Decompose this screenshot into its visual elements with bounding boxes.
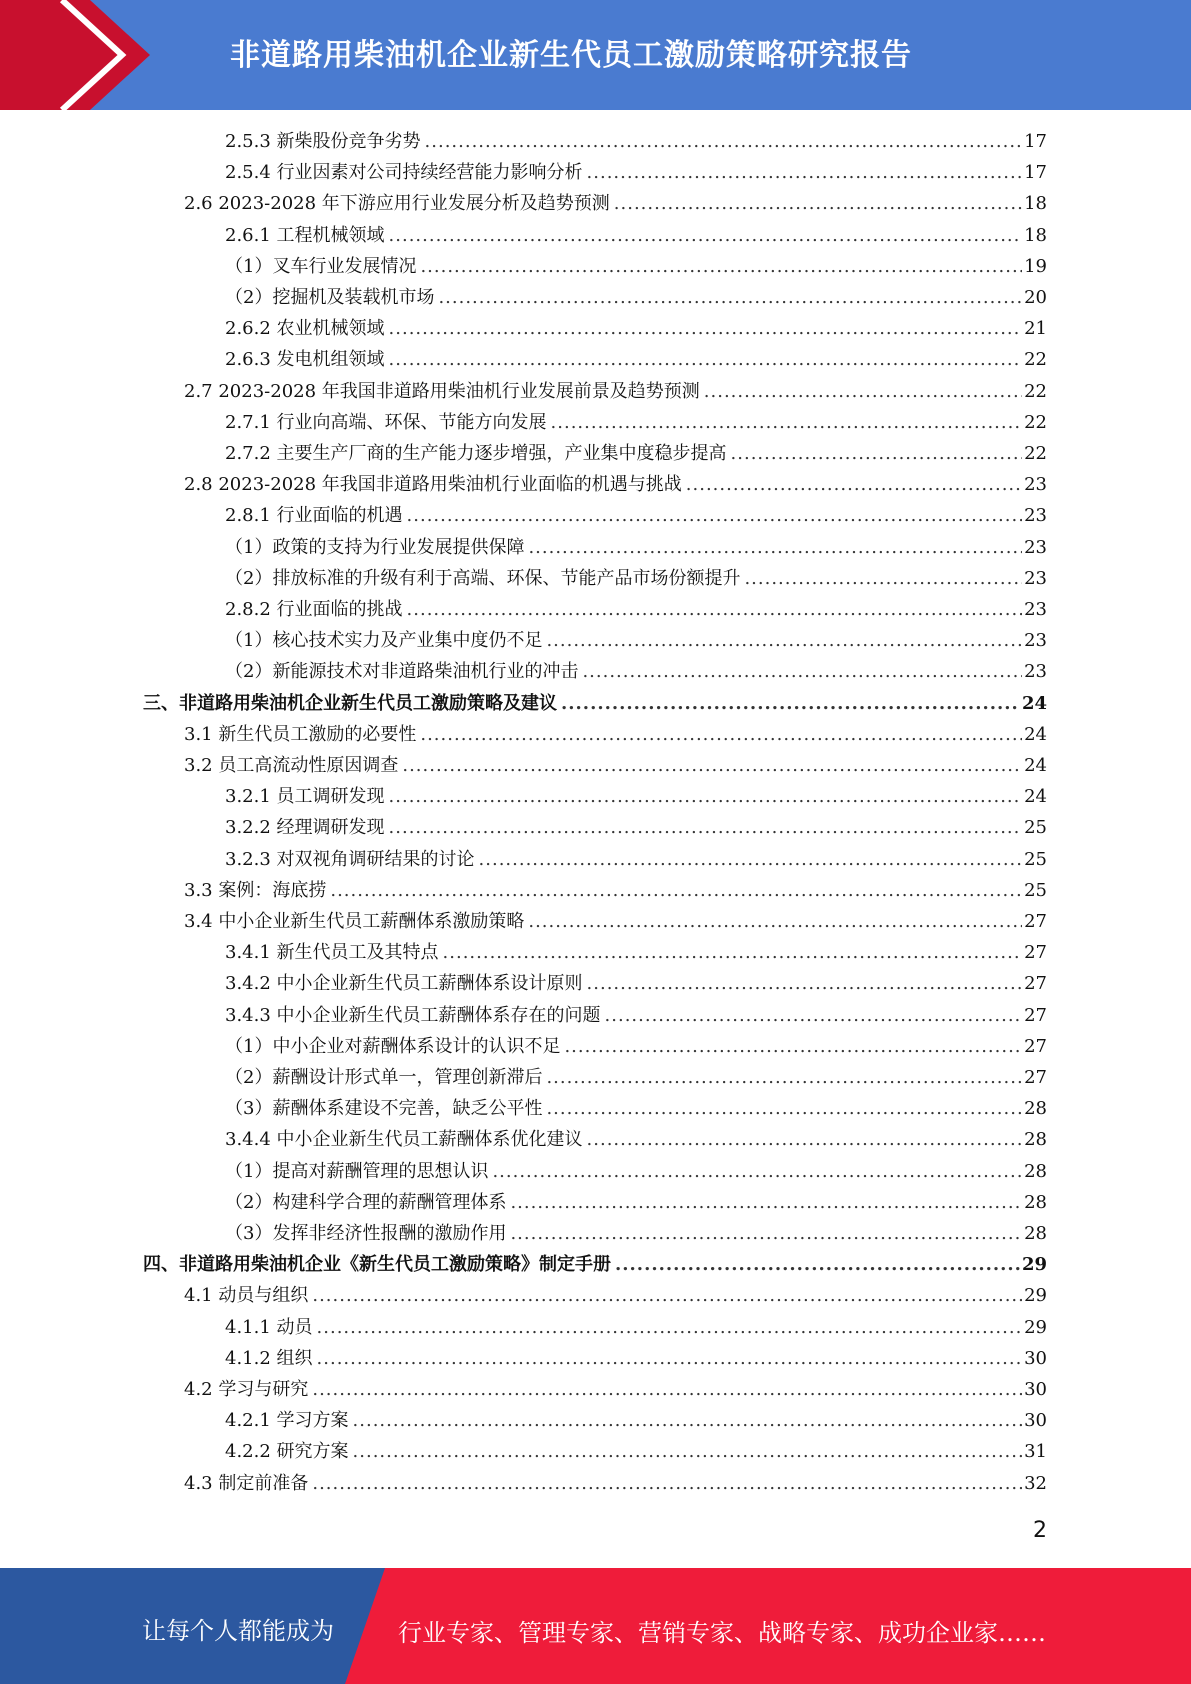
toc-dot-leader <box>686 469 1022 500</box>
toc-entry[interactable] <box>225 1218 1047 1249</box>
toc-entry-title: （2）新能源技术对非道路柴油机行业的冲击 <box>225 661 579 682</box>
toc-entry-title: 2.6.2 农业机械领域 <box>225 318 385 339</box>
toc-entry-title: 三、非道路用柴油机企业新生代员工激励策略及建议 <box>143 693 557 714</box>
toc-dot-leader <box>389 220 1023 251</box>
toc-entry-page: 25 <box>1024 880 1047 901</box>
toc-entry-title: 2.5.3 新柴股份竞争劣势 <box>225 131 421 152</box>
toc-entry[interactable] <box>184 719 1047 750</box>
footer-banner <box>0 1568 1191 1684</box>
report-title: 非道路用柴油机企业新生代员工激励策略研究报告 <box>230 38 912 73</box>
toc-entry[interactable] <box>225 656 1047 687</box>
toc-entry-page: 20 <box>1024 287 1047 308</box>
toc-entry[interactable] <box>225 126 1047 157</box>
toc-entry-page: 28 <box>1024 1192 1047 1213</box>
toc-entry[interactable] <box>225 1436 1047 1467</box>
toc-entry[interactable] <box>225 220 1047 251</box>
toc-entry-page: 17 <box>1024 131 1047 152</box>
toc-entry-page: 28 <box>1024 1161 1047 1182</box>
toc-entry[interactable] <box>184 750 1047 781</box>
toc-dot-leader <box>330 875 1022 906</box>
toc-entry-page: 29 <box>1024 1285 1047 1306</box>
toc-entry-page: 28 <box>1024 1223 1047 1244</box>
page-number: 2 <box>1033 1518 1047 1543</box>
toc-entry[interactable] <box>225 812 1047 843</box>
toc-dot-leader <box>420 251 1022 282</box>
toc-entry-page: 23 <box>1024 661 1047 682</box>
toc-entry[interactable] <box>225 344 1047 375</box>
toc-entry[interactable] <box>184 875 1047 906</box>
toc-entry-page: 27 <box>1024 942 1047 963</box>
toc-entry-page: 24 <box>1024 786 1047 807</box>
toc-entry-title: （2）挖掘机及装载机市场 <box>225 287 435 308</box>
toc-entry[interactable] <box>225 563 1047 594</box>
toc-entry-title: 4.2.2 研究方案 <box>225 1441 349 1462</box>
toc-entry-title: 2.8.2 行业面临的挑战 <box>225 599 403 620</box>
toc-entry[interactable] <box>225 1312 1047 1343</box>
toc-entry[interactable] <box>225 407 1047 438</box>
footer-slogan-left: 让每个人都能成为 <box>142 1617 334 1645</box>
toc-entry-title: 4.1.1 动员 <box>225 1317 313 1338</box>
toc-entry[interactable] <box>225 1405 1047 1436</box>
toc-dot-leader <box>312 1374 1022 1405</box>
toc-entry-page: 18 <box>1024 225 1047 246</box>
toc-entry-page: 24 <box>1021 693 1047 714</box>
report-header <box>0 0 1191 110</box>
toc-dot-leader <box>551 407 1023 438</box>
toc-entry-page: 28 <box>1024 1098 1047 1119</box>
toc-entry-title: 2.5.4 行业因素对公司持续经营能力影响分析 <box>225 162 583 183</box>
toc-entry-title: 3.2.3 对双视角调研结果的讨论 <box>225 849 475 870</box>
toc-entry-title: （1）提高对薪酬管理的思想认识 <box>225 1161 489 1182</box>
toc-entry-page: 24 <box>1024 755 1047 776</box>
toc-entry-page: 23 <box>1024 474 1047 495</box>
toc-entry[interactable] <box>225 251 1047 282</box>
toc-dot-leader <box>546 625 1022 656</box>
toc-entry-title: 3.3 案例：海底捞 <box>184 880 327 901</box>
toc-entry-title: 3.4.2 中小企业新生代员工薪酬体系设计原则 <box>225 973 583 994</box>
toc-entry-title: 四、非道路用柴油机企业《新生代员工激励策略》制定手册 <box>143 1254 611 1275</box>
toc-dot-leader <box>587 157 1023 188</box>
toc-dot-leader <box>561 688 1020 719</box>
toc-entry-page: 22 <box>1024 412 1047 433</box>
toc-dot-leader <box>389 344 1023 375</box>
toc-dot-leader <box>312 1280 1022 1311</box>
toc-entry-title: （3）发挥非经济性报酬的激励作用 <box>225 1223 507 1244</box>
toc-entry-title: （2）构建科学合理的薪酬管理体系 <box>225 1192 507 1213</box>
toc-entry[interactable] <box>225 282 1047 313</box>
toc-entry-title: 3.4 中小企业新生代员工薪酬体系激励策略 <box>184 911 525 932</box>
toc-entry-title: 3.4.1 新生代员工及其特点 <box>225 942 439 963</box>
toc-dot-leader <box>614 188 1022 219</box>
toc-dot-leader <box>731 438 1023 469</box>
toc-dot-leader <box>528 906 1022 937</box>
toc-dot-leader <box>420 719 1022 750</box>
toc-entry-page: 24 <box>1024 724 1047 745</box>
toc-entry[interactable] <box>225 594 1047 625</box>
toc-entry[interactable] <box>225 1343 1047 1374</box>
toc-entry[interactable] <box>225 781 1047 812</box>
toc-entry[interactable] <box>225 1187 1047 1218</box>
toc-entry-page: 23 <box>1024 568 1047 589</box>
toc-dot-leader <box>546 1062 1022 1093</box>
toc-entry[interactable] <box>225 625 1047 656</box>
toc-dot-leader <box>317 1343 1023 1374</box>
toc-entry[interactable] <box>225 1156 1047 1187</box>
toc-dot-leader <box>479 844 1023 875</box>
toc-entry-title: 4.1 动员与组织 <box>184 1285 309 1306</box>
toc-dot-leader <box>407 500 1023 531</box>
toc-entry-title: 2.6 2023-2028 年下游应用行业发展分析及趋势预测 <box>184 193 610 214</box>
toc-entry-page: 22 <box>1024 349 1047 370</box>
toc-entry-title: 2.7.1 行业向高端、环保、节能方向发展 <box>225 412 547 433</box>
toc-entry-page: 29 <box>1021 1254 1047 1275</box>
toc-entry-page: 28 <box>1024 1129 1047 1150</box>
toc-entry-page: 27 <box>1024 973 1047 994</box>
toc-entry-page: 27 <box>1024 911 1047 932</box>
toc-entry-page: 32 <box>1024 1473 1047 1494</box>
toc-entry-page: 22 <box>1024 381 1047 402</box>
toc-entry-page: 27 <box>1024 1036 1047 1057</box>
toc-dot-leader <box>615 1249 1020 1280</box>
toc-entry-page: 21 <box>1024 318 1047 339</box>
toc-dot-leader <box>389 313 1023 344</box>
toc-entry[interactable] <box>184 469 1047 500</box>
toc-dot-leader <box>425 126 1023 157</box>
toc-dot-leader <box>353 1405 1023 1436</box>
toc-dot-leader <box>312 1468 1022 1499</box>
toc-entry-title: （1）叉车行业发展情况 <box>225 256 417 277</box>
toc-dot-leader <box>402 750 1022 781</box>
toc-entry-title: 3.1 新生代员工激励的必要性 <box>184 724 417 745</box>
toc-entry[interactable] <box>225 313 1047 344</box>
toc-entry-title: 4.3 制定前准备 <box>184 1473 309 1494</box>
toc-entry[interactable] <box>225 157 1047 188</box>
toc-entry[interactable] <box>225 1062 1047 1093</box>
toc-dot-leader <box>528 532 1022 563</box>
toc-entry-page: 22 <box>1024 443 1047 464</box>
toc-entry-page: 23 <box>1024 599 1047 620</box>
toc-dot-leader <box>389 781 1023 812</box>
toc-dot-leader <box>510 1218 1022 1249</box>
toc-entry-page: 23 <box>1024 630 1047 651</box>
toc-entry-title: 2.8 2023-2028 年我国非道路用柴油机行业面临的机遇与挑战 <box>184 474 682 495</box>
toc-dot-leader <box>546 1093 1022 1124</box>
toc-dot-leader <box>587 968 1023 999</box>
header-chevron-icon <box>0 0 150 110</box>
toc-dot-leader <box>510 1187 1022 1218</box>
toc-dot-leader <box>587 1124 1023 1155</box>
toc-entry-page: 29 <box>1024 1317 1047 1338</box>
toc-dot-leader <box>492 1156 1022 1187</box>
toc-entry-page: 19 <box>1024 256 1047 277</box>
toc-entry-title: 2.6.1 工程机械领域 <box>225 225 385 246</box>
toc-entry[interactable] <box>225 500 1047 531</box>
footer-slogan-right: 行业专家、管理专家、营销专家、战略专家、成功企业家…… <box>398 1619 1046 1647</box>
toc-entry-page: 30 <box>1024 1348 1047 1369</box>
toc-dot-leader <box>353 1436 1023 1467</box>
toc-entry-title: 2.8.1 行业面临的机遇 <box>225 505 403 526</box>
toc-entry-page: 27 <box>1024 1067 1047 1088</box>
toc-entry-title: （3）薪酬体系建设不完善，缺乏公平性 <box>225 1098 543 1119</box>
toc-entry[interactable] <box>143 1249 1047 1280</box>
toc-entry-title: 2.6.3 发电机组领域 <box>225 349 385 370</box>
toc-entry-page: 27 <box>1024 1005 1047 1026</box>
toc-entry[interactable] <box>225 1000 1047 1031</box>
toc-entry-page: 25 <box>1024 849 1047 870</box>
toc-entry[interactable] <box>184 1374 1047 1405</box>
toc-entry[interactable] <box>225 1093 1047 1124</box>
toc-entry-page: 30 <box>1024 1379 1047 1400</box>
toc-entry[interactable] <box>225 937 1047 968</box>
toc-dot-leader <box>438 282 1022 313</box>
toc-entry[interactable] <box>184 188 1047 219</box>
toc-entry[interactable] <box>225 1124 1047 1155</box>
toc-dot-leader <box>443 937 1023 968</box>
toc-entry[interactable] <box>225 438 1047 469</box>
toc-entry-title: （1）政策的支持为行业发展提供保障 <box>225 537 525 558</box>
toc-entry-page: 25 <box>1024 817 1047 838</box>
toc-entry[interactable] <box>184 906 1047 937</box>
toc-entry-title: （1）核心技术实力及产业集中度仍不足 <box>225 630 543 651</box>
toc-entry[interactable] <box>184 376 1047 407</box>
toc-dot-leader <box>317 1312 1023 1343</box>
toc-dot-leader <box>564 1031 1022 1062</box>
toc-entry-page: 30 <box>1024 1410 1047 1431</box>
toc-entry-title: 3.2 员工高流动性原因调查 <box>184 755 399 776</box>
toc-entry-page: 18 <box>1024 193 1047 214</box>
toc-dot-leader <box>582 656 1022 687</box>
toc-entry-title: （2）排放标准的升级有利于高端、环保、节能产品市场份额提升 <box>225 568 741 589</box>
toc-entry[interactable] <box>225 844 1047 875</box>
toc-entry-page: 23 <box>1024 505 1047 526</box>
toc-entry-title: 2.7.2 主要生产厂商的生产能力逐步增强，产业集中度稳步提高 <box>225 443 727 464</box>
toc-entry-title: 3.2.1 员工调研发现 <box>225 786 385 807</box>
toc-entry[interactable] <box>143 688 1047 719</box>
toc-entry[interactable] <box>225 532 1047 563</box>
toc-entry-title: 3.2.2 经理调研发现 <box>225 817 385 838</box>
toc-entry-title: 4.2 学习与研究 <box>184 1379 309 1400</box>
toc-entry-title: 3.4.4 中小企业新生代员工薪酬体系优化建议 <box>225 1129 583 1150</box>
toc-entry-title: 4.1.2 组织 <box>225 1348 313 1369</box>
toc-entry-title: （1）中小企业对薪酬体系设计的认识不足 <box>225 1036 561 1057</box>
toc-entry[interactable] <box>225 968 1047 999</box>
toc-dot-leader <box>389 812 1023 843</box>
toc-entry[interactable] <box>184 1280 1047 1311</box>
toc-dot-leader <box>744 563 1022 594</box>
toc-entry-page: 23 <box>1024 537 1047 558</box>
toc-dot-leader <box>407 594 1023 625</box>
toc-entry-title: 2.7 2023-2028 年我国非道路用柴油机行业发展前景及趋势预测 <box>184 381 700 402</box>
toc-entry-title: 3.4.3 中小企业新生代员工薪酬体系存在的问题 <box>225 1005 601 1026</box>
toc-dot-leader <box>704 376 1022 407</box>
toc-entry-title: （2）薪酬设计形式单一，管理创新滞后 <box>225 1067 543 1088</box>
toc-entry-page: 31 <box>1024 1441 1047 1462</box>
toc-entry-page: 17 <box>1024 162 1047 183</box>
toc-dot-leader <box>605 1000 1023 1031</box>
toc-entry[interactable] <box>184 1468 1047 1499</box>
toc-entry[interactable] <box>225 1031 1047 1062</box>
toc-entry-title: 4.2.1 学习方案 <box>225 1410 349 1431</box>
